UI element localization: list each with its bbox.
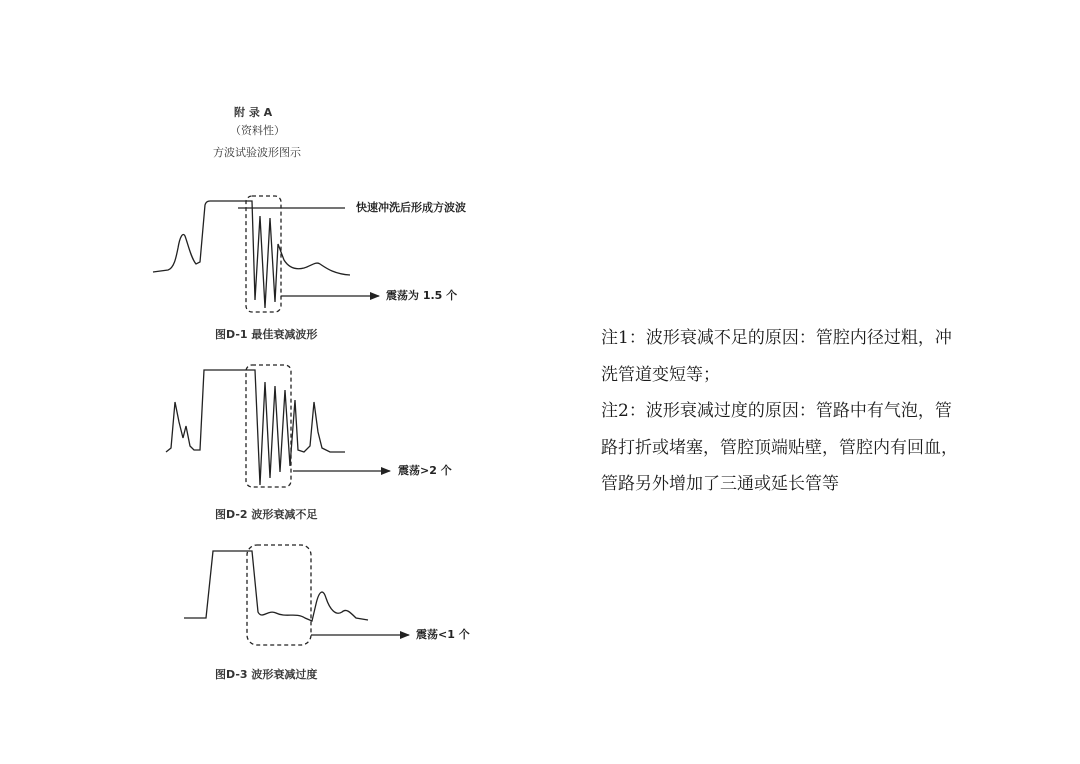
figure-d2 bbox=[166, 365, 390, 487]
note-1-line-2: 洗管道变短等； bbox=[601, 365, 720, 385]
note-2-line-2: 路打折或堵塞，管腔顶端贴壁，管腔内有回血， bbox=[601, 438, 958, 458]
oscillation-label-d3: 震荡<1 个 bbox=[416, 628, 470, 641]
figure-d3 bbox=[184, 545, 409, 645]
note-2-line-3: 管路另外增加了三通或延长管等 bbox=[601, 474, 839, 494]
square-wave-label: 快速冲洗后形成方波波 bbox=[356, 201, 466, 214]
figure-d1 bbox=[153, 196, 379, 312]
waveform-d1 bbox=[153, 201, 350, 308]
figure-caption-d1: 图D-1 最佳衰减波形 bbox=[215, 328, 318, 341]
appendix-subtitle: （资料性） bbox=[230, 124, 285, 137]
note-1-line-1: 注1：波形衰减不足的原因：管腔内径过粗，冲 bbox=[601, 328, 952, 348]
waveform-d2 bbox=[166, 370, 345, 485]
appendix-title: 附 录 A bbox=[234, 106, 273, 119]
figure-caption-d3: 图D-3 波形衰减过度 bbox=[215, 668, 318, 681]
oscillation-label-d1: 震荡为 1.5 个 bbox=[386, 289, 458, 302]
oscillation-box-d2 bbox=[246, 365, 291, 487]
appendix-heading: 方波试验波形图示 bbox=[213, 146, 301, 159]
note-2-line-1: 注2：波形衰减过度的原因：管路中有气泡，管 bbox=[601, 401, 952, 421]
waveform-d3 bbox=[184, 551, 368, 621]
oscillation-label-d2: 震荡>2 个 bbox=[398, 464, 452, 477]
figure-caption-d2: 图D-2 波形衰减不足 bbox=[215, 508, 318, 521]
